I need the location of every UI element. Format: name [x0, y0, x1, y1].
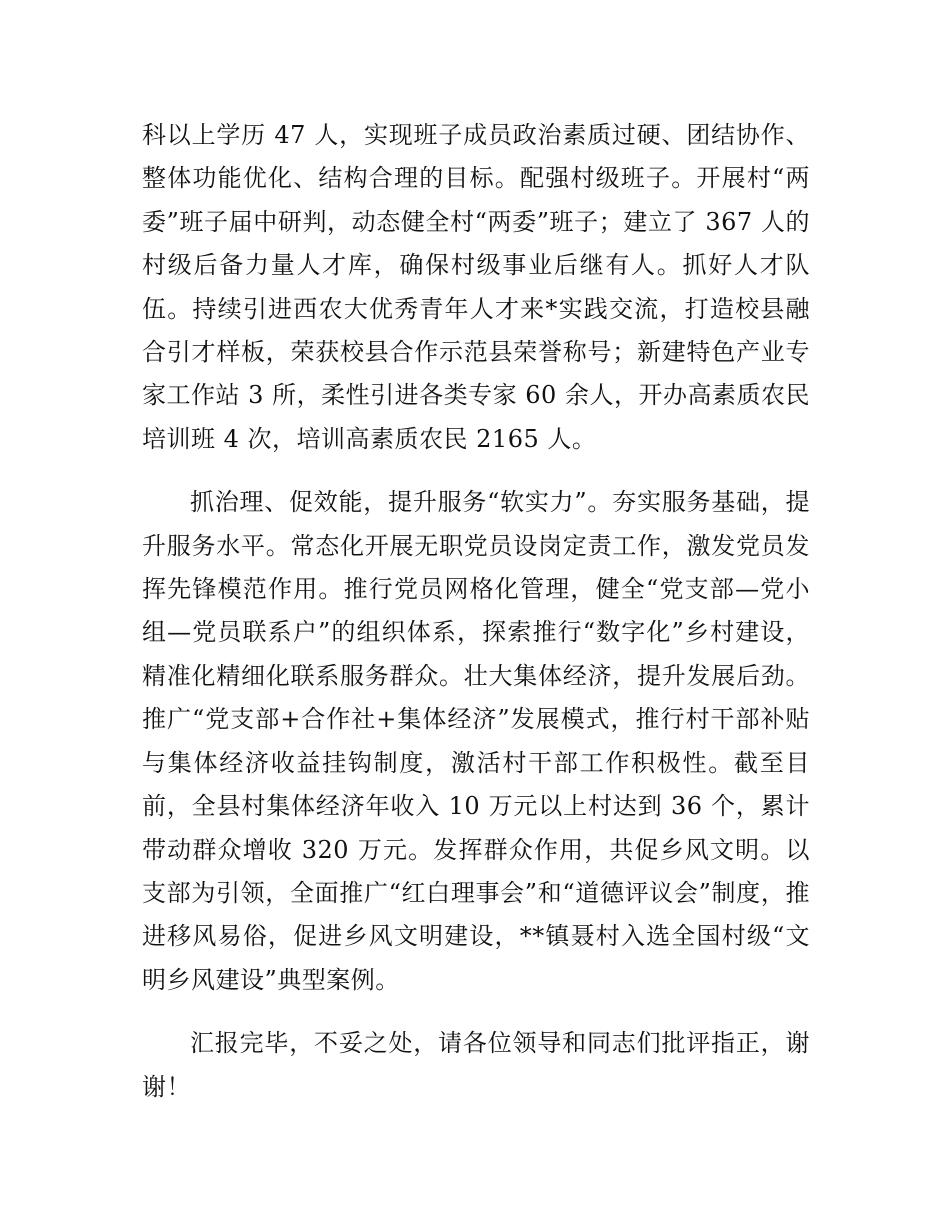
paragraph-closing: 汇报完毕，不妥之处，请各位领导和同志们批评指正，谢谢！	[142, 1029, 810, 1101]
document-body	[142, 114, 810, 1109]
paragraph-governance: 抓治理、促效能，提升服务“软实力”。夯实服务基础，提升服务水平。常态化开展无职党员设岗定责工作，激发党员发挥先锋模范作用。推行党员网格化管理，健全“党支部—党小组—党员联系户”的组织体系，探索推行“数字化”乡村建设，精准化精细化联系服务群众。壮大集体经济，提升发展后劲。推广“党支部+合作社+集体经济”发展模式，推行村干部补贴与集体经济收益挂钩制度，激活村干部工作积极性。截至目前，全县村集体经济年收入 10 万元以上村达到 36 个，累计带动群众增收 320 万元。发挥群众作用，共促乡风文明。以支部为引领，全面推广“红白理事会”和“道德评议会”制度，推进移风易俗，促进乡风文明建设，**镇聂村入选全国村级“文明乡风建设”典型案例。	[142, 488, 810, 994]
paragraph-talent: 科以上学历 47 人，实现班子成员政治素质过硬、团结协作、整体功能优化、结构合理的目标。配强村级班子。开展村“两委”班子届中研判，动态健全村“两委”班子；建立了 367 人的村级后备力量人才库，确保村级事业后继有人。抓好人才队伍。持续引进西农大优秀青年人才来*实践交流，打造校县融合引才样板，荣获校县合作示范县荣誉称号；新建特色产业专家工作站 3 所，柔性引进各类专家 60 余人，开办高素质农民培训班 4 次，培训高素质农民 2165 人。	[142, 121, 810, 453]
